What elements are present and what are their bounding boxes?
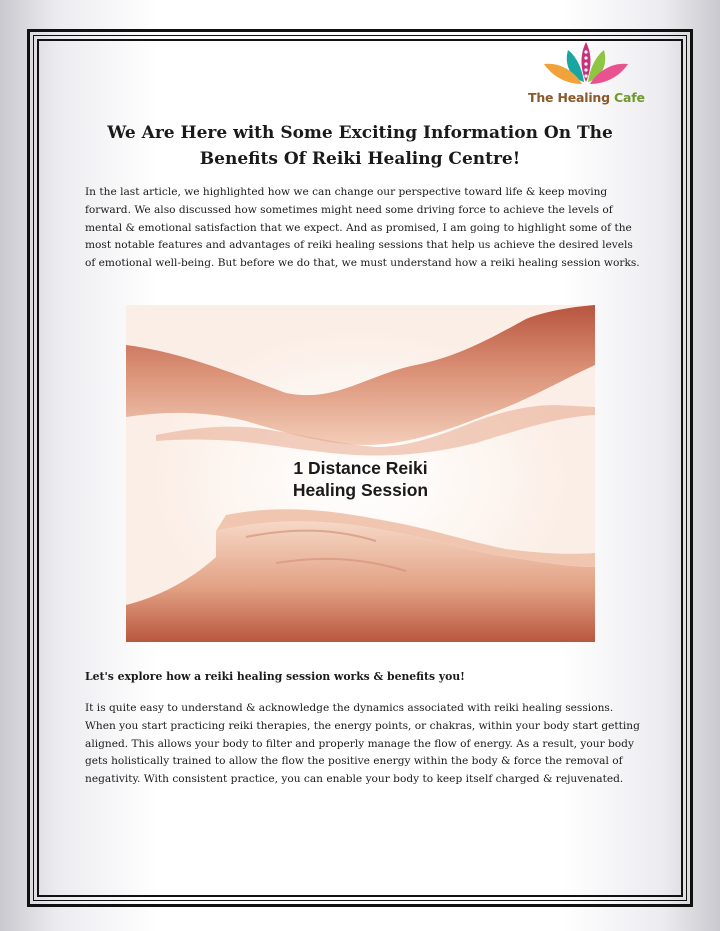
intro-paragraph: In the last article, we highlighted how we can change our perspective toward life & keep moving forward. We also discussed how sometimes might need some driving force to achieve the levels of mental & emotional satisfaction that we expect. And as promised, I am going to highlight some of the most notable features and advantages of reiki healing sessions that help us achieve the desired levels of emotional well-being. But before we do that, we must understand how a reiki healing session works. [85,186,640,270]
section-subheading: Let's explore how a reiki healing session works & benefits you! [85,670,465,683]
image-caption [126,457,595,501]
reiki-hands-image [126,305,595,642]
brand-name-part2: Cafe [614,90,645,105]
image-caption-line2: Healing Session [292,480,429,500]
image-caption-line1: 1 Distance Reiki [293,458,428,478]
brand-name-part1: The Healing [528,90,610,105]
lotus-icon [540,38,632,90]
body-paragraph: It is quite easy to understand & acknowledge the dynamics associated with reiki healing sessions. When you start practicing reiki therapies, the energy points, or chakras, within your body start getting aligned. This allows your body to filter and properly manage the flow of energy. As a result, your body gets holistically trained to allow the flow the positive energy within the body & force the removal of negativity. With consistent practice, you can enable your body to keep itself charged & rejuvenated. [85,702,640,786]
brand-name [528,90,645,105]
brand-logo [522,38,652,112]
article-title: We Are Here with Some Exciting Information On The Benefits Of Reiki Healing Centre! [107,123,613,169]
